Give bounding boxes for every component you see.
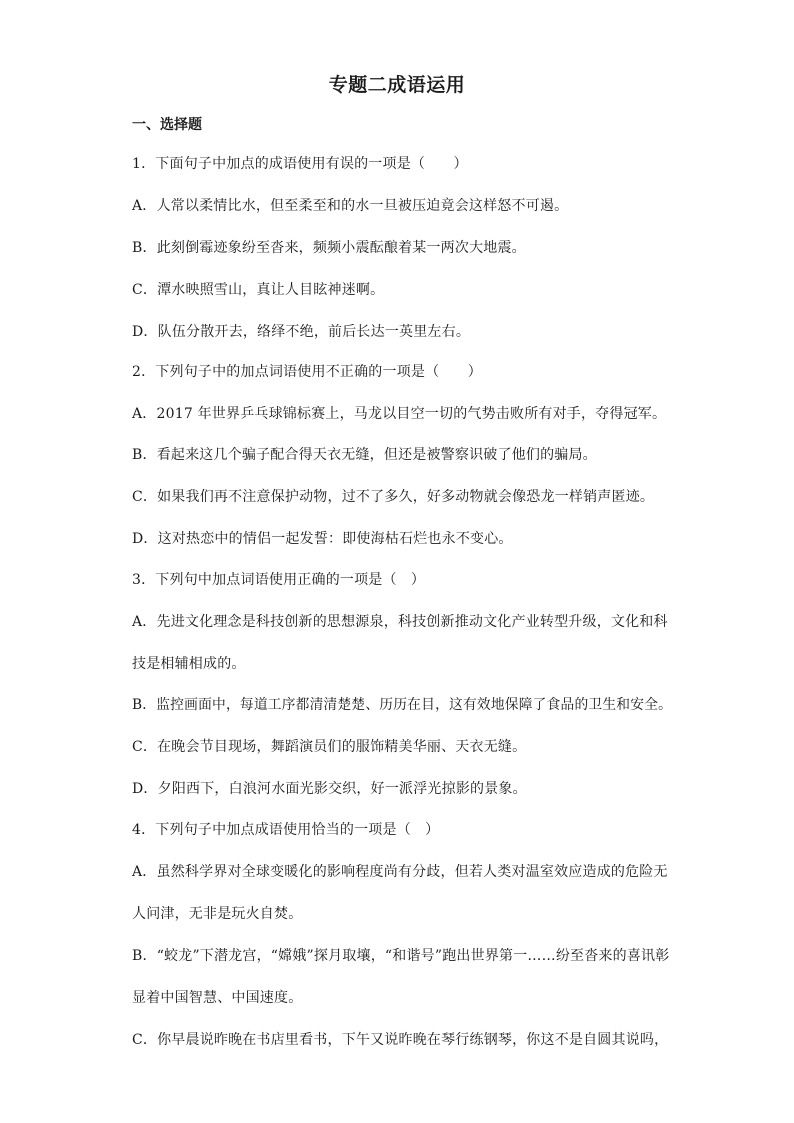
text-line: B．“蛟龙”下潜龙宫，“嫦娥”探月取壤，“和谐号”跑出世界第一……纷至沓来的喜讯彰 (132, 948, 670, 964)
text-line: C．潭水映照雪山，真让人目眩神迷啊。 (132, 282, 385, 298)
text-line: C．你早晨说昨晚在书店里看书，下午又说昨晚在琴行练钢琴，你这不是自圆其说吗， (132, 1032, 669, 1048)
text-line: D．队伍分散开去，络绎不绝，前后长达一英里左右。 (132, 324, 471, 340)
text-line: B．看起来这几个骗子配合得天衣无缝，但还是被警察识破了他们的骗局。 (132, 447, 597, 463)
text-line: A．虽然科学界对全球变暖化的影响程度尚有分歧，但若人类对温室效应造成的危险无 (132, 864, 668, 880)
text-line: B．此刻倒霉迹象纷至沓来，频频小震酝酿着某一两次大地震。 (132, 240, 526, 256)
text-line: 3．下列句中加点词语使用正确的一项是（ ） (132, 572, 426, 588)
text-line: 2．下列句子中的加点词语使用不正确的一项是（ ） (132, 364, 482, 380)
text-line: C．如果我们再不注意保护动物，过不了多久，好多动物就会像恐龙一样销声匿迹。 (132, 489, 655, 505)
page-title: 专题二成语运用 (328, 74, 466, 96)
text-line: D．这对热恋中的情侣一起发誓：即使海枯石烂也永不变心。 (132, 531, 513, 547)
text-line: 技是相辅相成的。 (132, 656, 246, 672)
text-line: D．夕阳西下，白浪河水面光影交织，好一派浮光掠影的景象。 (132, 781, 527, 797)
text-line: A．人常以柔情比水，但至柔至和的水一旦被压迫竟会这样怒不可遏。 (132, 198, 569, 214)
section-title: 一、选择题 (132, 117, 202, 133)
text-line: B．监控画面中，每道工序都清清楚楚、历历在目，这有效地保障了食品的卫生和安全。 (132, 697, 673, 713)
text-line: 1．下面句子中加点的成语使用有误的一项是（ ） (132, 156, 468, 172)
text-line: C．在晚会节目现场，舞蹈演员们的服饰精美华丽、天衣无缝。 (132, 739, 527, 755)
text-line: A．先进文化理念是科技创新的思想源泉，科技创新推动文化产业转型升级，文化和科 (132, 614, 668, 630)
text-line: 显着中国智慧、中国速度。 (132, 990, 303, 1006)
text-line: A．2017 年世界乒乓球锦标赛上，马龙以目空一切的气势击败所有对手，夺得冠军。 (132, 406, 667, 422)
text-line: 人问津，无非是玩火自焚。 (132, 906, 303, 922)
text-line: 4．下列句子中加点成语使用恰当的一项是（ ） (132, 822, 440, 838)
